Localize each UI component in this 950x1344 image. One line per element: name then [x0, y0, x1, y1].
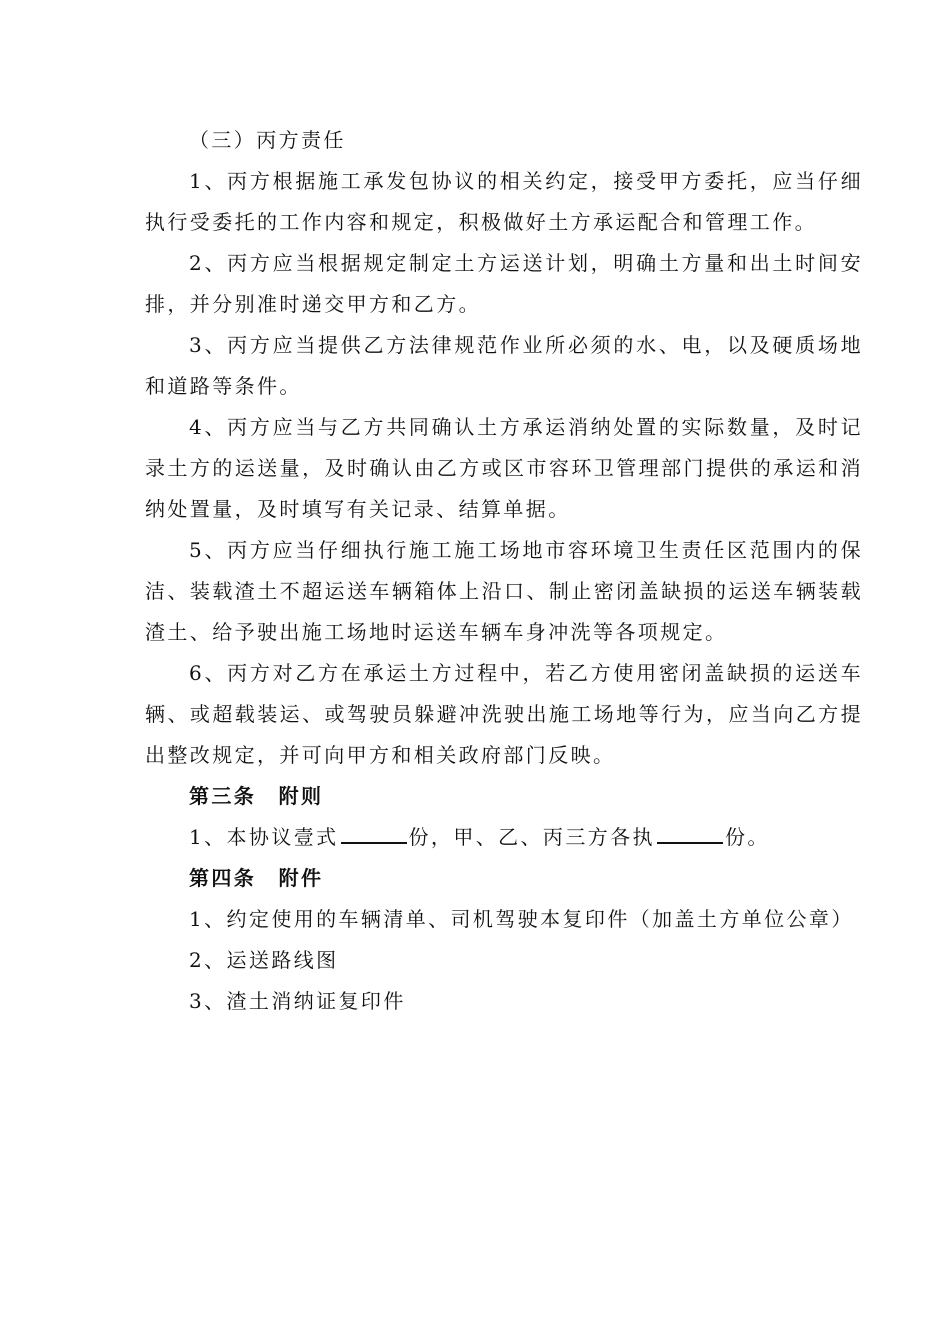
article-4-heading: 第四条 附件: [189, 866, 324, 890]
paragraph-1: 1、丙方根据施工承发包协议的相关约定，接受甲方委托，应当仔细执行受委托的工作内容和规定，积极做好土方承运配合和管理工作。: [145, 169, 863, 234]
paragraph-3: 3、丙方应当提供乙方法律规范作业所必须的水、电，以及硬质场地和道路等条件。: [145, 333, 863, 398]
paragraph-4: 4、丙方应当与乙方共同确认土方承运消纳处置的实际数量，及时记录土方的运送量，及时确认由乙方或区市容环卫管理部门提供的承运和消纳处置量，及时填写有关记录、结算单据。: [145, 415, 863, 521]
copies-each-blank[interactable]: [657, 818, 723, 844]
section-title: （三）丙方责任: [189, 128, 346, 152]
article-3-item-suffix: 份。: [724, 825, 770, 849]
copies-total-blank[interactable]: [341, 818, 407, 844]
article-3-heading: 第三条 附则: [189, 784, 324, 808]
paragraph-5: 5、丙方应当仔细执行施工施工场地市容环境卫生责任区范围内的保洁、装载渣土不超运送车辆箱体上沿口、制止密闭盖缺损的运送车辆装载渣土、给予驶出施工场地时运送车辆车身冲洗等各项规定。: [145, 538, 863, 644]
attachment-item-3: 3、渣土消纳证复印件: [189, 989, 406, 1013]
attachment-list: [145, 899, 863, 1022]
paragraph-6: 6、丙方对乙方在承运土方过程中，若乙方使用密闭盖缺损的运送车辆、或超载装运、或驾驶员躲避冲洗驶出施工场地等行为，应当向乙方提出整改规定，并可向甲方和相关政府部门反映。: [145, 661, 863, 767]
article-3-item-1: [145, 817, 863, 858]
article-3-item-mid: 份，甲、乙、丙三方各执: [408, 825, 655, 849]
document-body: [145, 120, 863, 1022]
attachment-item-2: 2、运送路线图: [189, 948, 339, 972]
attachment-item-1: 1、约定使用的车辆清单、司机驾驶本复印件（加盖土方单位公章）: [189, 907, 854, 931]
article-3-item-prefix: 1、本协议壹式: [189, 825, 339, 849]
paragraph-2: 2、丙方应当根据规定制定土方运送计划，明确土方量和出土时间安排，并分别准时递交甲方和乙方。: [145, 251, 863, 316]
